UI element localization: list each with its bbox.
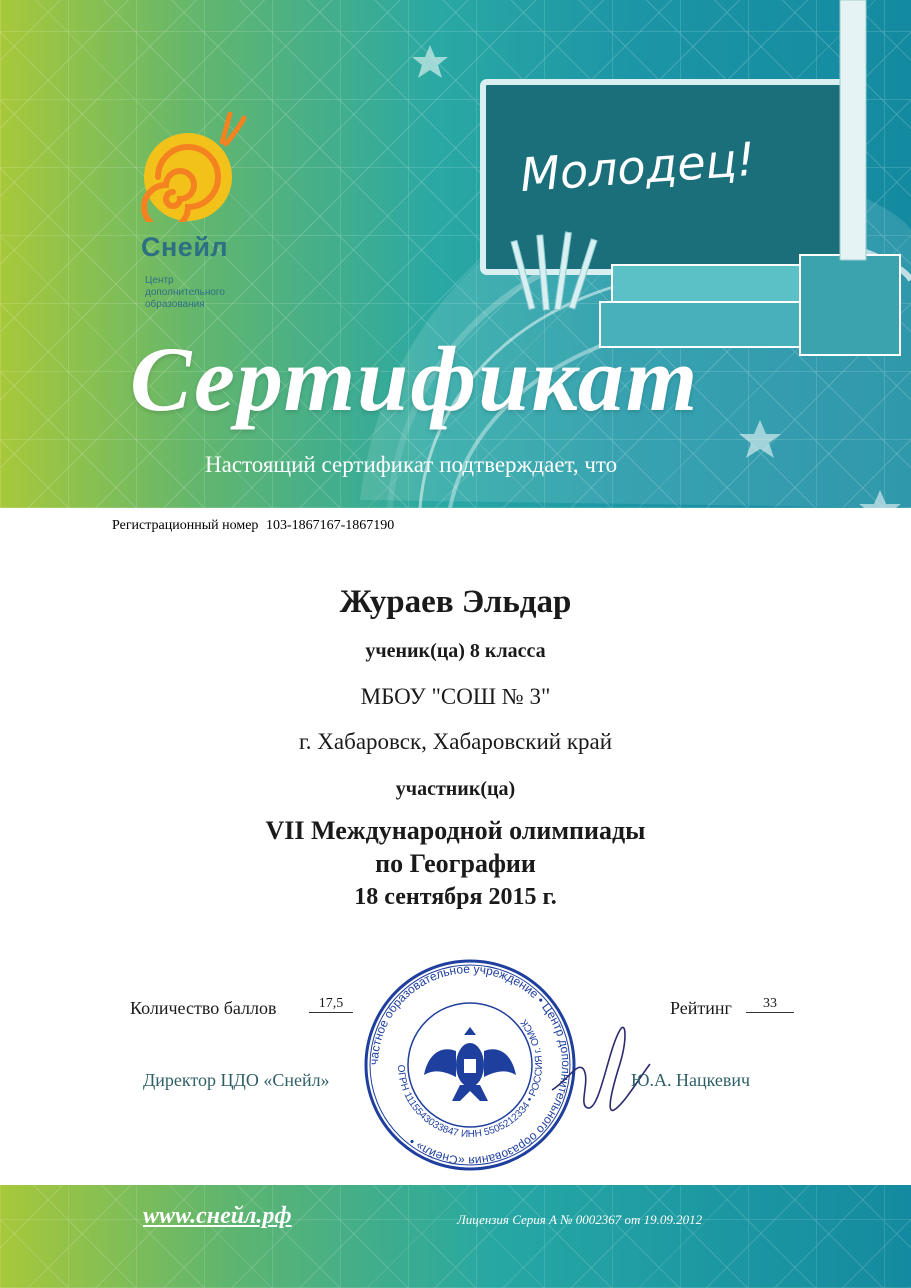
chalkboard-text: Молодец! bbox=[518, 131, 757, 203]
score-label: Количество баллов bbox=[130, 998, 277, 1018]
recipient-city: г. Хабаровск, Хабаровский край bbox=[298, 729, 613, 754]
rating-label: Рейтинг bbox=[670, 998, 732, 1018]
license-text: Лицензия Серия А № 0002367 от 19.09.2012 bbox=[457, 1212, 703, 1227]
logo-name: Снейл bbox=[141, 232, 229, 262]
rating-value: 33 bbox=[746, 996, 794, 1013]
director-title: Директор ЦДО «Снейл» bbox=[143, 1070, 330, 1090]
recipient-school: МБОУ "СОШ № 3" bbox=[360, 684, 551, 709]
director-name: Ю.А. Нацкевич bbox=[631, 1070, 751, 1090]
seal-inner-text: ОГРН 1115543033847 ИНН 5505212334 • РОССИЯ г. ОМСК bbox=[394, 1017, 546, 1141]
recipient-grade: ученик(ца) 8 класса bbox=[365, 640, 546, 662]
certificate-subtitle: Настоящий сертификат подтверждает, что bbox=[205, 452, 618, 477]
seal-outer-text: частное образовательное учреждение • Центр дополнительного образования «Снейл» • bbox=[366, 961, 574, 1169]
eagle-emblem-icon bbox=[424, 1027, 516, 1101]
footer-banner bbox=[0, 1185, 911, 1288]
participant-role: участник(ца) bbox=[395, 778, 516, 800]
director-signature bbox=[548, 1010, 668, 1120]
book-icon bbox=[612, 265, 802, 305]
score-value: 17,5 bbox=[309, 996, 353, 1013]
footer-pattern bbox=[0, 1185, 911, 1288]
registration-number bbox=[112, 518, 394, 534]
website-link[interactable]: www.снейл.рф bbox=[143, 1203, 292, 1229]
certificate-title: Сертификат bbox=[130, 328, 700, 430]
event-date: 18 сентября 2015 г. bbox=[354, 884, 557, 910]
official-seal bbox=[360, 955, 580, 1175]
logo-subtitle: Центр дополнительного образования bbox=[145, 275, 225, 310]
registration-value: 103-1867167-1867190 bbox=[265, 518, 395, 533]
event-subject: по Географии bbox=[375, 849, 536, 878]
registration-label: Регистрационный номер bbox=[112, 518, 259, 533]
recipient-name: Жураев Эльдар bbox=[339, 584, 572, 620]
ruler-icon bbox=[840, 0, 866, 260]
header-banner bbox=[0, 0, 911, 508]
event-name: VII Международной олимпиады bbox=[265, 816, 646, 845]
snail-logo-icon bbox=[136, 112, 256, 222]
